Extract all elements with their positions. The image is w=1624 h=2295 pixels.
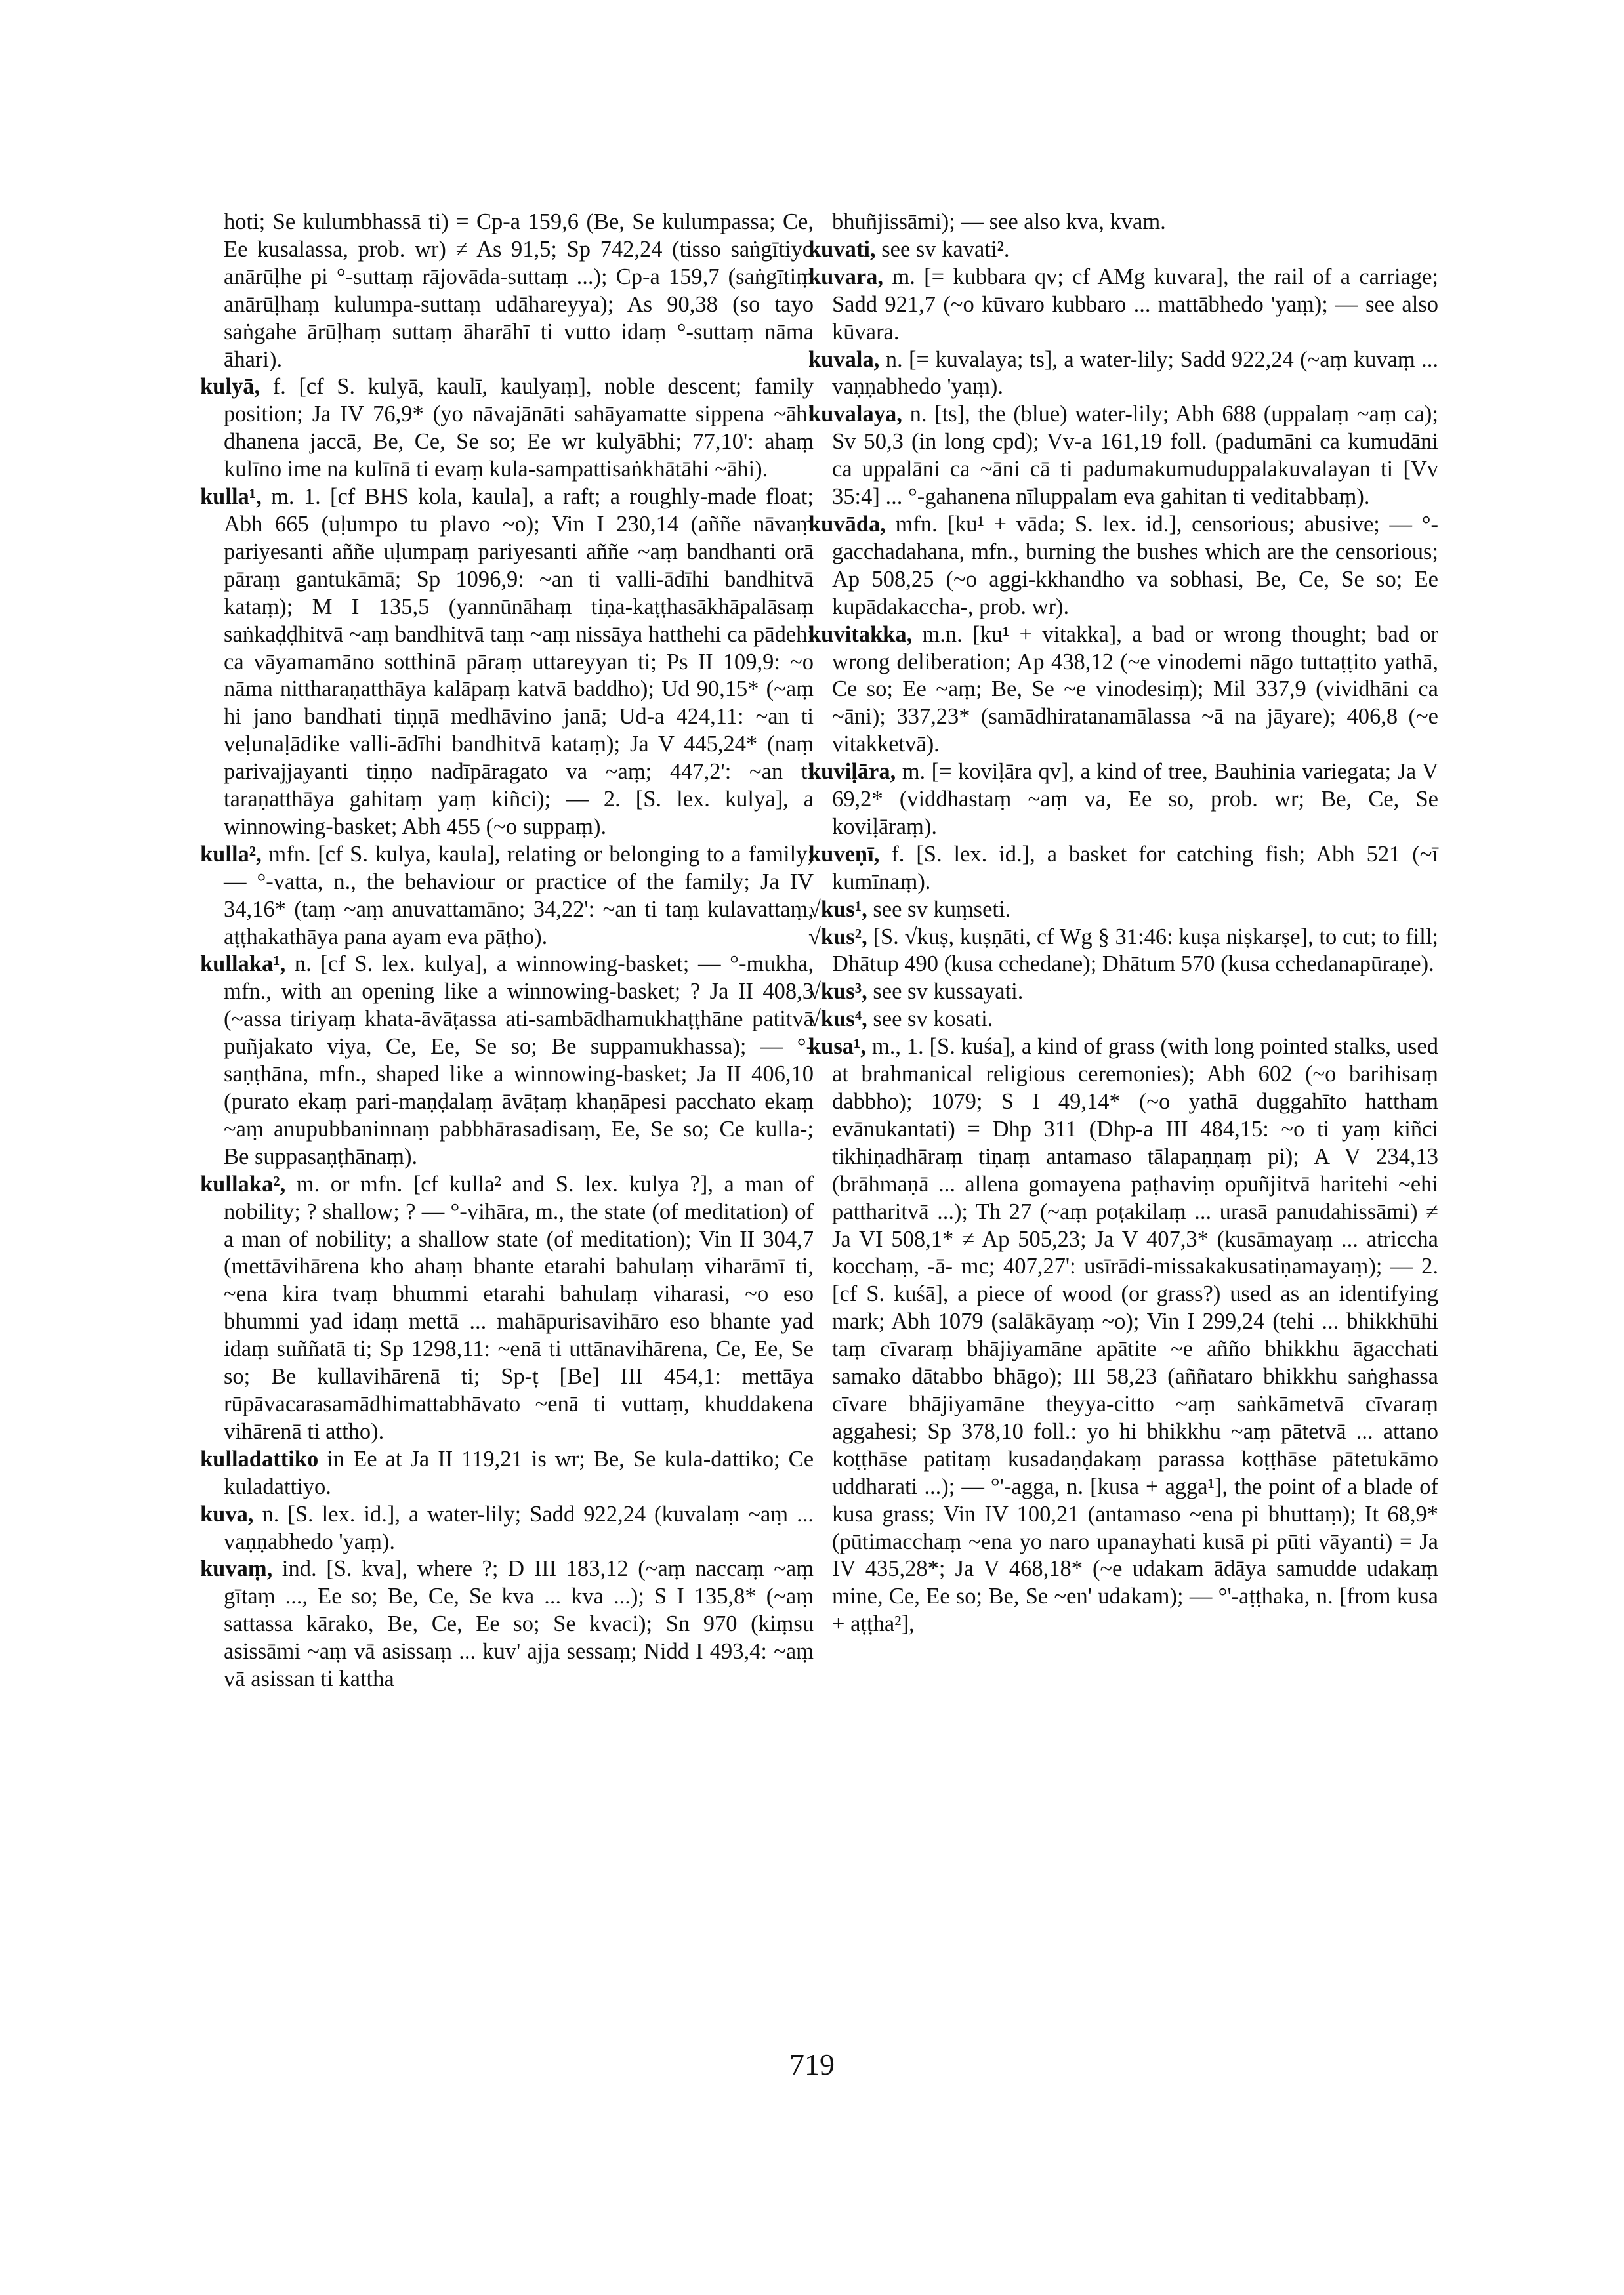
dictionary-entry [200, 484, 814, 841]
entry-text: f. [S. lex. id.], a basket for catching fish; Abh 521 (~ī kumīnaṃ). [832, 841, 1438, 894]
entry-text: [S. √kuṣ, kuṣṇāti, cf Wg § 31:46: kuṣa niṣkarṣe], to cut; to fill; Dhātup 490 (kusa cchedane); Dhātum 570 (kusa cchedanapūraṇe). [832, 924, 1438, 977]
entry-text: f. [cf S. kulyā, kaulī, kaulyaṃ], noble descent; family position; Ja IV 76,9* (yo nāvajānāti sahāyamatte sippena ~āhi dhanena jaccā, Be, Ce, Se so; Ee wr kulyābhi; 77,10': ahaṃ kulīno ime na kulīnā ti evaṃ kula-sampattisaṅkhātāhi ~āhi). [224, 374, 814, 482]
headword: kulyā, [200, 374, 260, 400]
headword: kulla¹, [200, 484, 262, 510]
dictionary-entry [808, 841, 1438, 896]
dictionary-entry [200, 841, 814, 951]
entry-text: hoti; Se kulumbhassā ti) = Cp-a 159,6 (Be, Se kulumpassa; Ce, Ee kusalassa, prob. wr) ≠ As 91,5; Sp 742,24 (tisso saṅgītiyo anārūḷhe pi °-suttaṃ rājovāda-suttaṃ ...); Cp-a 159,7 (saṅgītiṃ anārūḷhaṃ kulumpa-suttaṃ udāhareyya); As 90,38 (so tayo saṅgahe ārūḷhaṃ suttaṃ āharāhī ti vutto idaṃ °-suttaṃ nāma āhari). [224, 209, 814, 372]
headword: kullaka¹, [200, 951, 286, 977]
headword: kullaka², [200, 1171, 286, 1197]
entry-text: n. [S. lex. id.], a water-lily; Sadd 922,24 (kuvalaṃ ~aṃ ... vaṇṇabhedo 'yaṃ). [224, 1501, 814, 1554]
dictionary-entry [200, 951, 814, 1170]
headword: kuvaṃ, [200, 1556, 273, 1582]
dictionary-entry [200, 1446, 814, 1501]
left-column [200, 209, 814, 1693]
entry-text: m. [= kubbara qv; cf AMg kuvara], the rail of a carriage; Sadd 921,7 (~o kūvaro kubbaro ... mattābhedo 'yaṃ); — see also kūvara. [832, 264, 1438, 344]
headword: √kus¹, [808, 896, 867, 922]
dictionary-entry [808, 401, 1438, 511]
headword: kuvitakka, [808, 621, 913, 647]
headword: kuva, [200, 1501, 254, 1527]
dictionary-entry [808, 758, 1438, 841]
headword: kuvati, [808, 236, 876, 262]
entry-text: see sv kosati. [873, 1006, 993, 1032]
entry-text: n. [cf S. lex. kulya], a winnowing-basket; — °-mukha, mfn., with an opening like a winnowing-basket; ? Ja II 408,3 (~assa tiriyaṃ khata-āvāṭassa ati-sambādhamukhaṭṭhāne patitvā puñjakato viya, Ce, Ee, Se so; Be suppamukhassa); — °-saṇṭhāna, mfn., shaped like a winnowing-basket; Ja II 406,10 (purato ekaṃ pari-maṇḍalaṃ āvāṭaṃ khaṇāpesi pacchato ekaṃ ~aṃ anupubbaninnaṃ pabbhārasadisaṃ, Ee, Se so; Ce kulla-; Be suppasaṇṭhānaṃ). [224, 951, 814, 1169]
entry-text: m. or mfn. [cf kulla² and S. lex. kulya ?], a man of nobility; ? shallow; ? — °-vihāra, m., the state (of meditation) of a man of nobility; a shallow state (of meditation); Vin II 304,7 (mettāvihārena kho ahaṃ bhante etarahi bahulaṃ viharāmī ti, ~ena kira tvaṃ bhummi etarahi bahulaṃ viharasi, ~o eso bhummi yad idaṃ mettā ... mahāpurisavihāro eso bhante yad idaṃ suññatā ti; Sp 1298,11: ~enā ti uttānavihārena, Ce, Ee, Se so; Be kullavihārenā ti; Sp-ṭ [Be] III 454,1: mettāya rūpāvacarasamādhimattabhāvato ~enā ti vuttaṃ, khuddakena vihārenā ti attho). [224, 1171, 814, 1444]
dictionary-entry [808, 978, 1438, 1006]
dictionary-entry [808, 511, 1438, 621]
headword: kusa¹, [808, 1034, 867, 1060]
dictionary-entry [808, 896, 1438, 924]
entry-text: m., 1. [S. kuśa], a kind of grass (with long pointed stalks, used at brahmanical religious ceremonies); Abh 602 (~o barihisaṃ dabbho); 1079; S I 49,14* (~o yathā duggahīto hattham evānukantati) = Dhp 311 (Dhp-a III 484,15: ~o ti yaṃ kiñci tikhiṇadhāraṃ tiṇaṃ antamaso tālapaṇṇaṃ pi); A V 234,13 (brāhmaṇā ... allena gomayena paṭhaviṃ opuñjitvā haritehi ~ehi pattharitvā ...); Th 27 (~aṃ poṭakilaṃ ... urasā panudahissāmi) ≠ Ja VI 508,1* ≠ Ap 505,23; Ja V 407,3* (kusāmayaṃ ... atriccha kocchaṃ, -ā- mc; 407,27': usīrādi-missakakusatiṇamayaṃ); — 2. [cf S. kuśā], a piece of wood (or grass?) used as an identifying mark; Abh 1079 (salākāyaṃ ~o); Vin I 299,24 (tehi ... bhikkhūhi taṃ cīvaraṃ bhājiyamāne apātite ~e añño bhikkhu āgacchati samako dātabbo bhāgo); III 58,23 (aññataro bhikkhu saṅghassa cīvare bhājiyamāne theyya-citto ~aṃ saṅkāmetvā cīvaraṃ aggahesi; Sp 378,10 foll.: yo hi bhikkhu ~aṃ pātetvā ... attano koṭṭhāse patitaṃ kusadaṇḍakaṃ parassa koṭṭhāse pātetukāmo uddharati ...); — °'-agga, n. [kusa + agga¹], the point of a blade of kusa grass; Vin IV 100,21 (antamaso ~ena pi bhuttaṃ); It 68,9* (pūtimacchaṃ ~ena yo naro upanayhati kusā pi pūti vāyanti) = Ja IV 435,28*; Ja V 468,18* (~e udakam ādāya samudde udakaṃ mine, Ce, Ee so; Be, Se ~en' udakam); — °'-aṭṭhaka, n. [from kusa + aṭṭha²], [832, 1034, 1438, 1637]
headword: kulla², [200, 841, 262, 867]
entry-text: m.n. [ku¹ + vitakka], a bad or wrong thought; bad or wrong deliberation; Ap 438,12 (~e vinodemi nāgo tuttaṭṭito yathā, Ce so; Ee ~aṃ; Be, Se ~e vinodesiṃ); Mil 337,9 (vividhāni ca ~āni); 337,23* (samādhiratanamālassa ~ā na jāyare); 406,8 (~e vitakketvā). [832, 621, 1439, 757]
entry-text: see sv kuṃseti. [873, 896, 1011, 922]
headword: kuvara, [808, 264, 884, 289]
dictionary-entry [200, 1556, 814, 1693]
entry-text: mfn. [cf S. kulya, kaula], relating or belonging to a family; — °-vatta, n., the behaviour or practice of the family; Ja IV 34,16* (taṃ ~aṃ anuvattamāno; 34,22': ~an ti taṃ kulavattaṃ, aṭṭhakathāya pana ayam eva pāṭho). [224, 841, 814, 949]
headword: √kus², [808, 924, 867, 949]
entry-text: see sv kavati². [881, 236, 1010, 262]
dictionary-entry [808, 924, 1438, 979]
entry-text: n. [= kuvalaya; ts], a water-lily; Sadd 922,24 (~aṃ kuvaṃ ... vaṇṇabhedo 'yaṃ). [832, 346, 1439, 400]
dictionary-entry [808, 264, 1438, 346]
entry-text: n. [ts], the (blue) water-lily; Abh 688 (uppalaṃ ~aṃ ca); Sv 50,3 (in long cpd); Vv-a 161,19 foll. (padumāni ca kumudāni ca uppalāni ca ~āni cā ti padumakumuduppalakuvalayan ti [Vv 35:4] ... °-gahanena nīluppalam eva gahitan ti veditabbaṃ). [832, 402, 1439, 510]
right-column [808, 209, 1438, 1638]
entry-text: see sv kussayati. [873, 979, 1024, 1004]
page-number: 719 [789, 2048, 835, 2081]
entry-text: m. 1. [cf BHS kola, kaula], a raft; a roughly-made float; Abh 665 (uḷumpo tu plavo ~o); Vin I 230,14 (aññe nāvaṃ pariyesanti aññe uḷumpaṃ pariyesanti aññe ~aṃ bandhanti orā pāraṃ gantukāmā; Sp 1096,9: ~an ti valli-ādīhi bandhitvā kataṃ); M I 135,5 (yannūnāhaṃ tiṇa-kaṭṭhasākhāpalāsaṃ saṅkaḍḍhitvā ~aṃ bandhitvā taṃ ~aṃ nissāya hatthehi ca pādehi ca vāyamamāno sotthinā pāraṃ uttareyyan ti; Ps II 109,9: ~o nāma nittharaṇatthāya kalāpaṃ katvā baddho); Ud 90,15* (~aṃ hi jano bandhati tiṇṇā medhāvino janā; Ud-a 424,11: ~an ti veḷunaḷādike valli-ādīhi bandhitvā kataṃ); Ja V 445,24* (naṃ parivajjayanti tiṇṇo nadīpāragato va ~aṃ; 447,2': ~an ti taraṇatthāya gahitaṃ yaṃ kiñci); — 2. [S. lex. kulya], a winnowing-basket; Abh 455 (~o suppaṃ). [224, 484, 814, 839]
headword: kuviḷāra, [808, 759, 896, 785]
headword: kuvala, [808, 346, 880, 372]
entry-text: m. [= koviḷāra qv], a kind of tree, Bauhinia variegata; Ja V 69,2* (viddhastaṃ ~aṃ va, Ee so, prob. wr; Be, Ce, Se koviḷāraṃ). [832, 759, 1438, 839]
dictionary-entry [200, 1501, 814, 1556]
entry-text: in Ee at Ja II 119,21 is wr; Be, Se kula-dattiko; Ce kuladattiyo. [224, 1446, 814, 1499]
headword: √kus³, [808, 979, 867, 1004]
dictionary-entry [808, 621, 1438, 759]
dictionary-entry [200, 209, 814, 373]
dictionary-entry [808, 236, 1438, 264]
headword: kuvalaya, [808, 402, 902, 427]
headword: √kus⁴, [808, 1006, 867, 1032]
dictionary-entry [808, 1033, 1438, 1638]
headword: kuvāda, [808, 511, 886, 537]
entry-text: ind. [S. kva], where ?; D III 183,12 (~aṃ naccaṃ ~aṃ gītaṃ ..., Ee so; Be, Ce, Se kva ... kva ...); S I 135,8* (~aṃ sattassa kārako, Be, Ce, Ee so; Se kvaci); Sn 970 (kiṃsu asissāmi ~aṃ vā asissaṃ ... kuv' ajja sessaṃ; Nidd I 493,4: ~aṃ vā asissan ti kattha [224, 1556, 814, 1692]
dictionary-entry [808, 209, 1438, 236]
entry-text: bhuñjissāmi); — see also kva, kvam. [832, 209, 1166, 234]
dictionary-entry [200, 373, 814, 484]
dictionary-entry [808, 1006, 1438, 1033]
dictionary-entry [200, 1171, 814, 1446]
entry-text: mfn. [ku¹ + vāda; S. lex. id.], censorious; abusive; — °-gacchadahana, mfn., burning the bushes which are the censorious; Ap 508,25 (~o aggi-kkhandho va sobhasi, Be, Ce, Se so; Ee kupādakaccha-, prob. wr). [832, 511, 1438, 619]
dictionary-entry [808, 346, 1438, 402]
headword: kulladattiko [200, 1446, 319, 1472]
headword: kuveṇī, [808, 841, 880, 867]
